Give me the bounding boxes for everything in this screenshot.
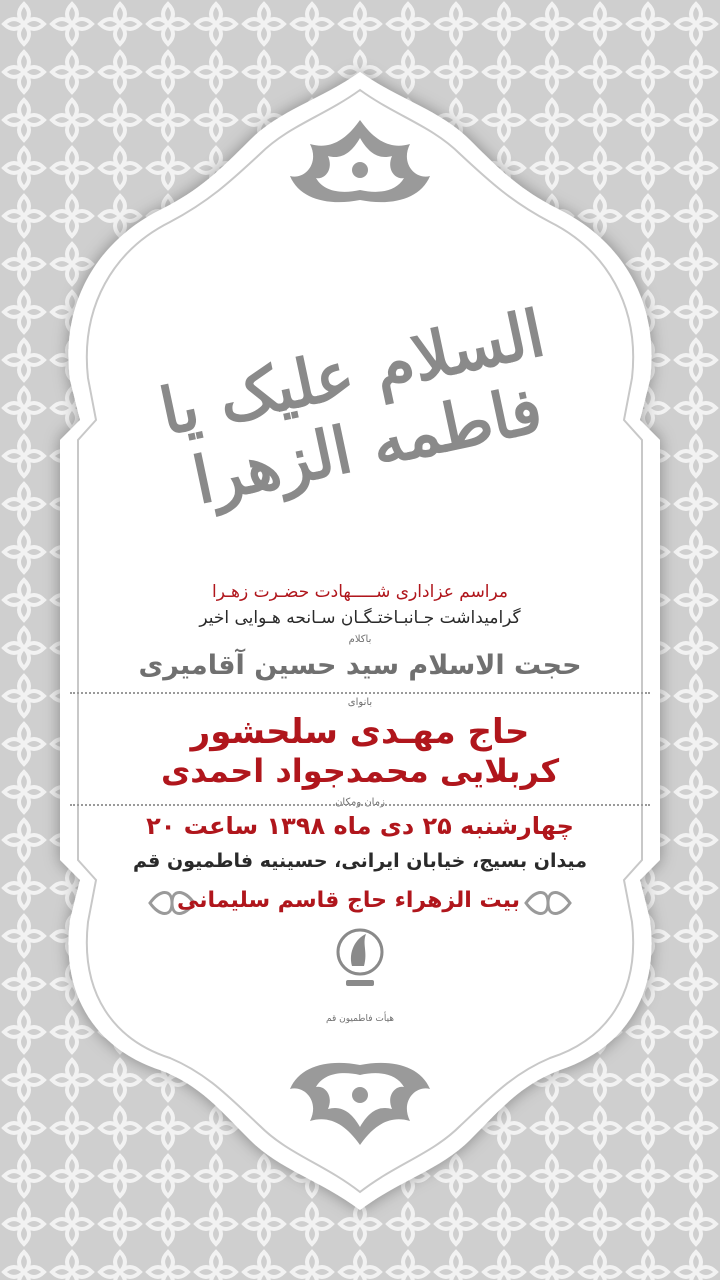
divider [70, 804, 650, 806]
organizer-name: بیت الزهراء حاج قاسم سلیمانی [176, 888, 520, 913]
logo-caption: هیأت فاطمیون قم [325, 1014, 395, 1024]
reciter-2: کربلایی محمدجواد احمدی [160, 752, 560, 790]
calligraphy-title [150, 260, 570, 560]
ceremony-line: مراسم عزاداری شـــــهادت حضـرت زهـرا [211, 582, 509, 602]
divider [70, 692, 650, 694]
speech-label: باکلام [348, 634, 372, 645]
event-datetime: چهارشنبه ۲۵ دی ماه ۱۳۹۸ ساعت ۲۰ [146, 812, 574, 840]
calligraphy-text: السلام علیک یا فاطمه الزهرا [153, 296, 551, 520]
event-address: میدان بسیج، خیابان ایرانی، حسینیه فاطمیون قم [133, 850, 587, 872]
fatemiyoun-logo-icon [322, 922, 398, 1012]
speaker-name: حجت الاسلام سید حسین آقامیری [138, 650, 582, 681]
voice-label: بانوای [347, 697, 373, 708]
commemoration-line: گرامیداشت جـانبـاختـگـان سـانحه هـوایی اخیر [199, 608, 521, 628]
time-place-label: زمان ومکان [335, 797, 385, 808]
reciter-1: حاج مهـدی سلحشور [190, 712, 530, 752]
